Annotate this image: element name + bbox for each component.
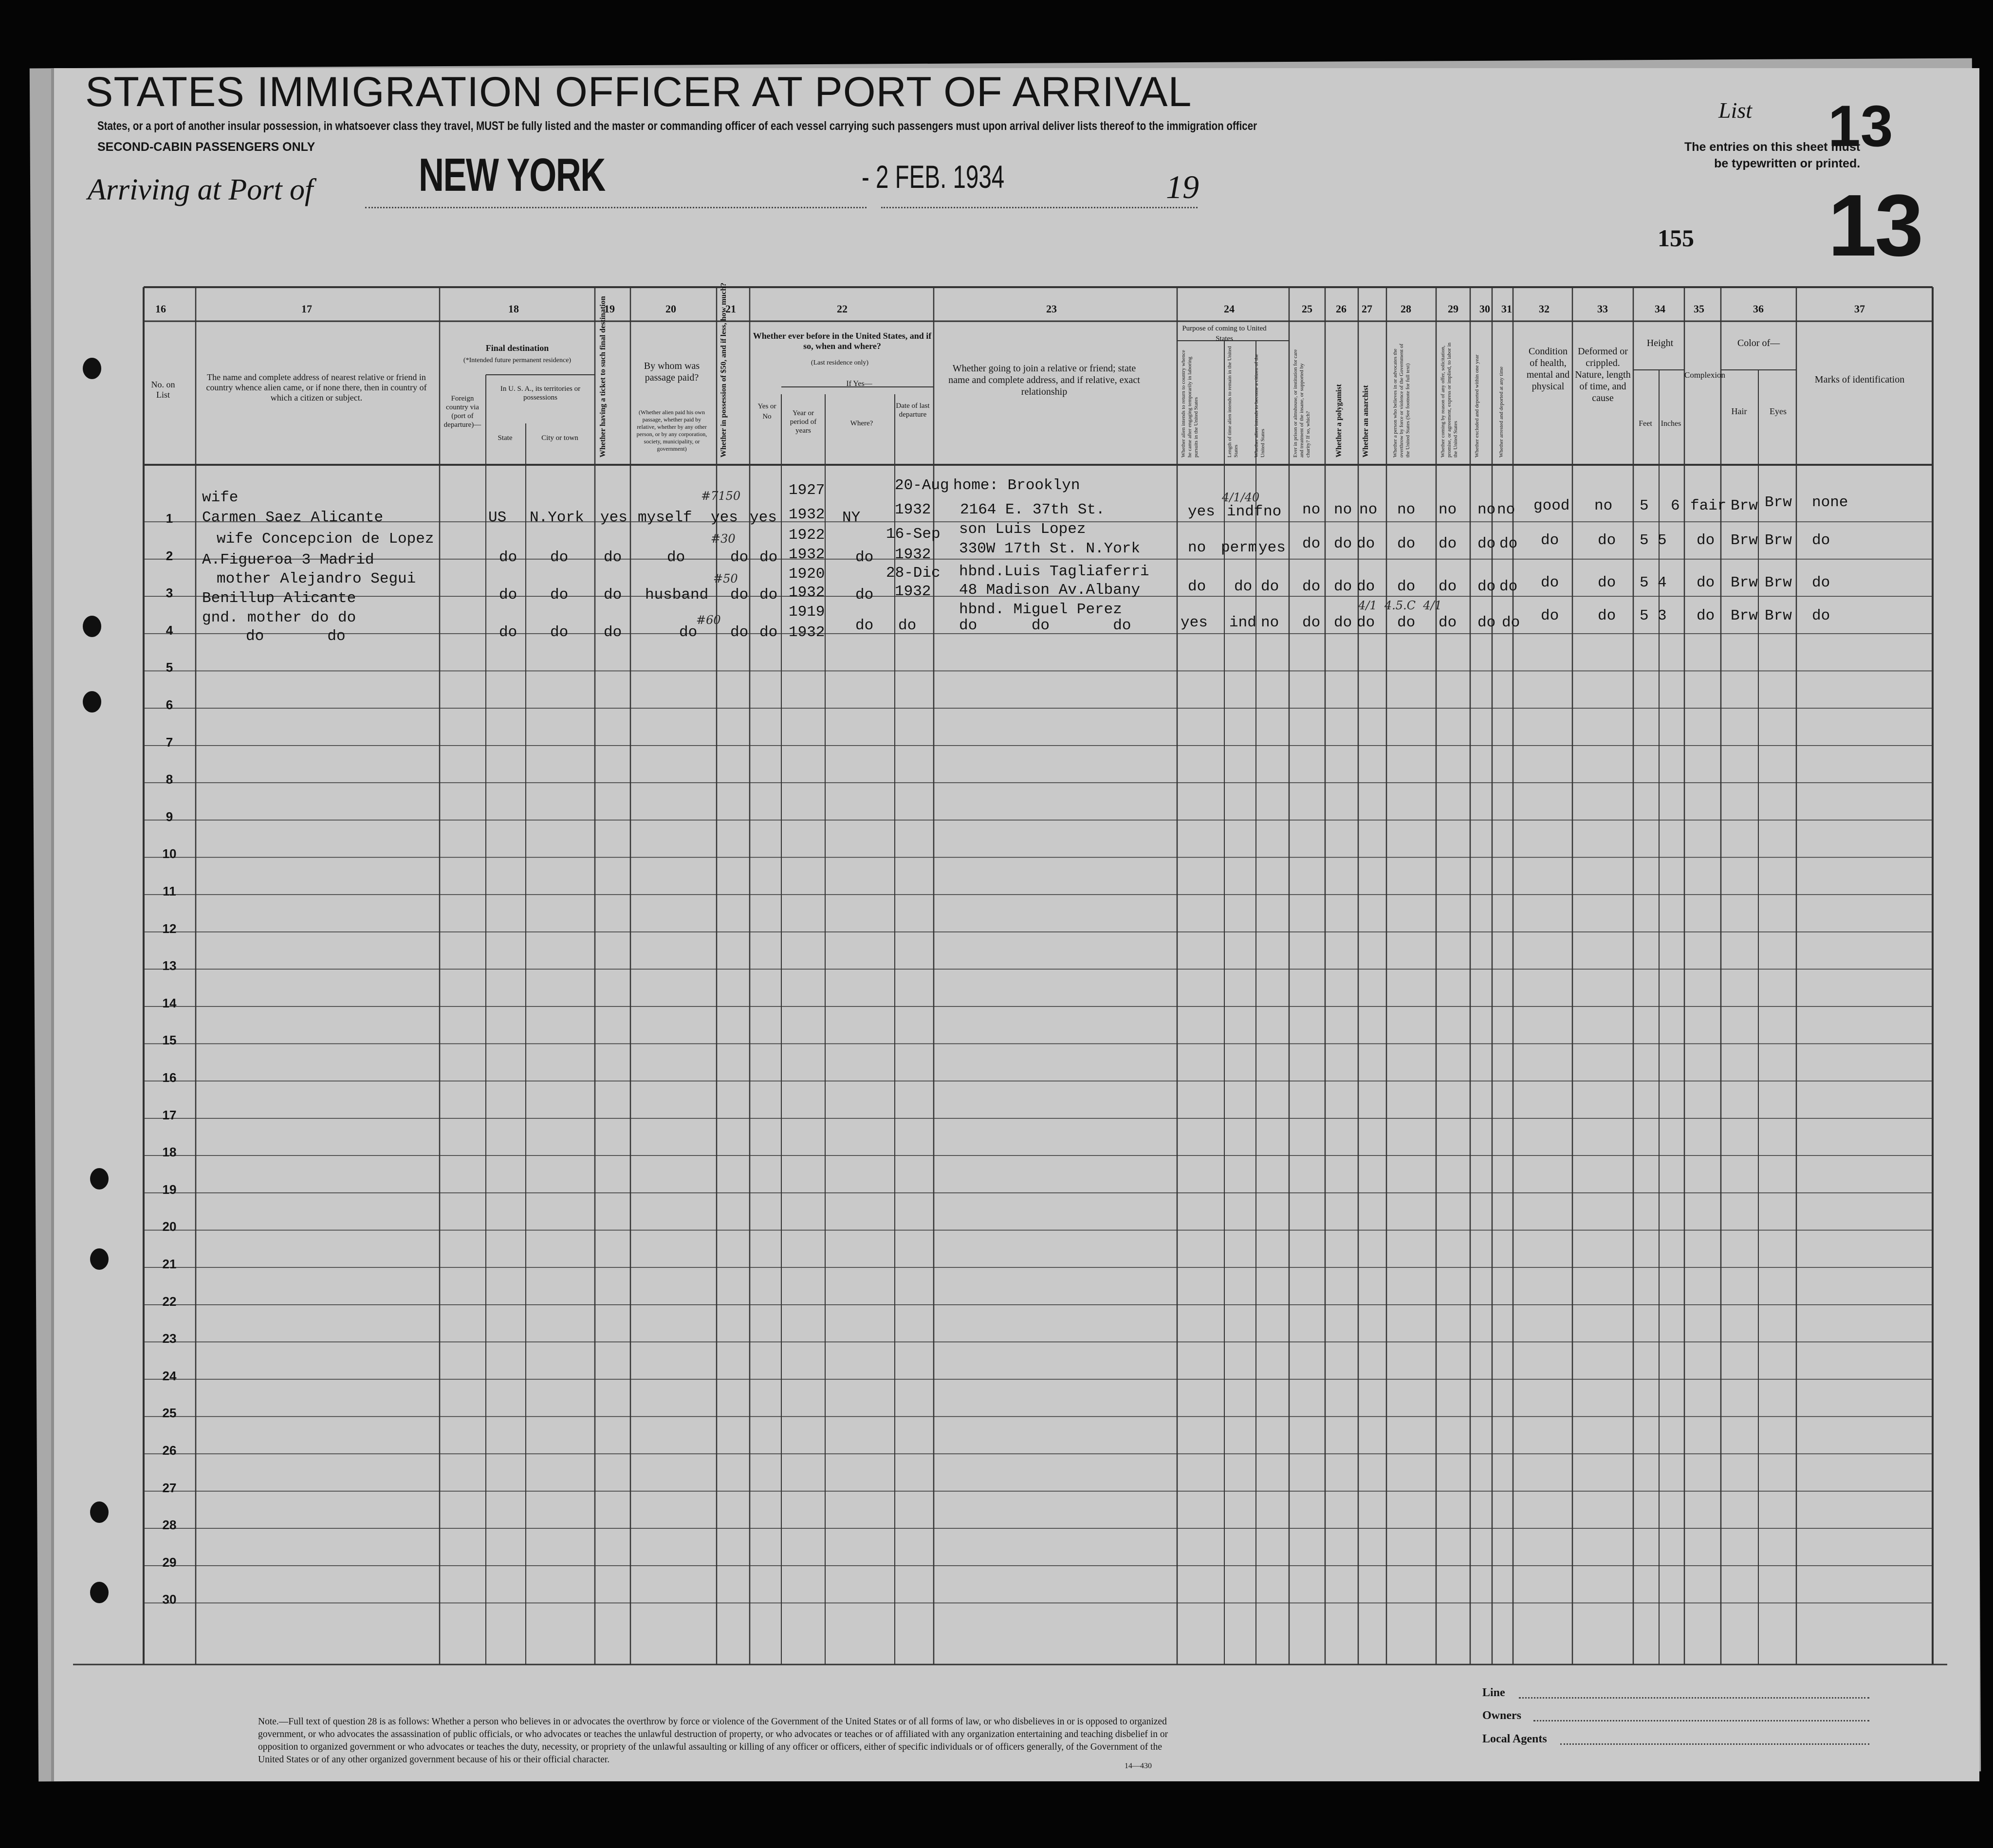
entry-2-where: do <box>855 549 874 566</box>
row-number: 14 <box>162 995 177 1010</box>
entry-2-hair: Brw <box>1731 532 1758 549</box>
entry-1-date2: 1932 <box>895 501 931 518</box>
header-excluded: Whether excluded and deported within one year <box>1474 354 1480 457</box>
header-usa: In U. S. A., its territories or possessions <box>500 385 581 402</box>
entry-2-joining2: 330W 17th St. N.York <box>959 540 1141 557</box>
header-overthrow: Whether a person who believes in or advocates the overthrow by force or violence of the Government of the United States (See footnote for full text) <box>1392 344 1411 457</box>
signature-line-field[interactable] <box>1519 1697 1869 1699</box>
entry-2-overthrow: do <box>1397 535 1416 552</box>
header-if-yes: If Yes— <box>846 380 872 388</box>
entry-1-money: yes <box>711 509 738 526</box>
instruction-line: States, or a port of another insular possession, in whatsoever class they travel, MUST be fully listed and the master or commanding officer of each vessel carrying such passengers must upon arrival deliver lists thereof to the immigration officer <box>97 119 1257 133</box>
entry-1-polygamist: no <box>1334 501 1352 518</box>
column-number: 21 <box>725 303 736 315</box>
entry-1-hair: Brw <box>1731 497 1758 514</box>
entry-2-date2: 1932 <box>895 546 931 563</box>
row-number: 27 <box>162 1480 177 1495</box>
entry-3-money-handwritten: #50 <box>713 572 738 586</box>
entry-3-relative-line1: mother Alejandro Segui <box>217 570 416 587</box>
column-number: 25 <box>1302 303 1312 315</box>
header-year: Year or period of years <box>790 409 817 435</box>
header-final-destination-sub: (*Intended future permanent residence) <box>463 357 572 364</box>
entry-1-money-handwritten: #7150 <box>701 489 741 503</box>
entry-2-prison: do <box>1302 535 1321 552</box>
entry-3-where: do <box>855 586 874 604</box>
entry-3-offer: do <box>1439 578 1457 595</box>
entry-3-hair: Brw <box>1731 574 1758 591</box>
header-marks: Marks of identification <box>1814 374 1905 385</box>
entry-4-purpose-citizen: no <box>1261 614 1279 631</box>
header-city: City or town <box>541 434 578 442</box>
entry-2-ticket: do <box>604 549 622 566</box>
entry-3-money: do <box>730 586 749 604</box>
row-number: 25 <box>162 1406 177 1421</box>
header-health: Condition of health, mental and physical <box>1526 346 1570 392</box>
column-number: 17 <box>301 303 312 315</box>
page-title: STATES IMMIGRATION OFFICER AT PORT OF ARRIVAL <box>85 69 1192 115</box>
entry-2-purpose-length: perm <box>1221 539 1257 556</box>
column-number: 19 <box>604 303 615 315</box>
entry-3-year1: 1920 <box>789 566 825 583</box>
entry-1-relative-line2: Carmen Saez Alicante <box>202 509 384 526</box>
entry-2-joining1: son Luis Lopez <box>959 521 1086 538</box>
entry-3-overthrow: do <box>1397 578 1416 595</box>
entry-4-money: do <box>730 624 749 641</box>
entry-2-arrested: do <box>1499 535 1518 552</box>
entry-2-inches: 5 <box>1658 532 1667 549</box>
row-number: 26 <box>162 1443 177 1458</box>
header-passage-paid-sub: (Whether alien paid his own passage, whether paid by relative, whether by any other person, or by any corporation, society, municipality, or government) <box>636 409 707 452</box>
entry-4-year1: 1919 <box>789 604 825 621</box>
signature-agents-label: Local Agents <box>1482 1733 1547 1745</box>
row-number: 10 <box>162 846 177 861</box>
row-number: 29 <box>162 1555 177 1570</box>
entry-2-health: do <box>1541 532 1559 549</box>
entry-3-year2: 1932 <box>789 584 825 601</box>
header-purpose-citizen: Whether alien intends to become a citizen of the United States <box>1254 354 1266 457</box>
column-number: 34 <box>1655 303 1665 315</box>
header-joining: Whether going to join a relative or friend; state name and complete address, and if relative, exact relationship <box>948 363 1140 397</box>
row-number: 22 <box>162 1294 177 1309</box>
entry-3-joining1: hbnd.Luis Tagliaferri <box>959 563 1149 580</box>
entry-1-relative-line1: wife <box>202 489 239 506</box>
column-number: 33 <box>1597 303 1608 315</box>
row-number: 12 <box>162 921 177 936</box>
column-number: 20 <box>665 303 676 315</box>
entry-2-state: do <box>499 549 517 566</box>
row-number: 15 <box>162 1033 177 1048</box>
signature-owners-field[interactable] <box>1533 1720 1869 1721</box>
entry-4-relative-line2: do do <box>246 628 346 645</box>
entry-1-where: NY <box>842 509 861 526</box>
header-departure-date: Date of last departure <box>896 402 930 419</box>
signature-line-label: Line <box>1482 1686 1505 1699</box>
row-number: 6 <box>166 697 173 712</box>
column-number: 37 <box>1854 303 1865 315</box>
list-label: List <box>1718 98 1753 123</box>
entry-2-anarchist: do <box>1357 535 1375 552</box>
header-eyes: Eyes <box>1770 406 1787 416</box>
entry-3-paid-by: husband <box>645 586 709 604</box>
list-number: 13 <box>1828 93 1893 159</box>
row-number: 24 <box>162 1368 177 1383</box>
year-prefix: 19 <box>1166 168 1199 205</box>
entry-4-before: do <box>759 624 778 641</box>
entry-4-state: do <box>499 624 517 641</box>
entry-4-ticket: do <box>604 624 622 641</box>
entry-2-paid-by: do <box>667 549 685 566</box>
entry-3-anarchist: do <box>1357 578 1375 595</box>
entry-4-hair: Brw <box>1731 607 1758 624</box>
row-number: 16 <box>162 1070 177 1085</box>
header-purpose: Purpose of coming to United States <box>1182 325 1267 343</box>
entry-2-eyes: Brw <box>1765 532 1792 549</box>
header-purpose-return: Whether alien intends to return to country whence he came after engaging temporarily in laboring pursuits in the United States <box>1181 350 1199 457</box>
entry-2-relative-line2: A.Figueroa 3 Madrid <box>202 551 374 568</box>
header-complexion: Complexion <box>1684 370 1726 380</box>
entry-4-offer: do <box>1439 614 1457 631</box>
entry-4-relative-line1: gnd. mother do do <box>202 609 356 626</box>
entry-1-purpose-handwritten: 4/1/40 <box>1222 491 1260 504</box>
entry-1-complexion: fair <box>1690 497 1727 514</box>
column-number: 26 <box>1336 303 1347 315</box>
entry-1-paid-by: myself <box>638 509 692 526</box>
header-no-on-list: No. on List <box>151 380 175 400</box>
entry-1-eyes: Brw <box>1765 494 1792 511</box>
header-hair: Hair <box>1731 406 1747 416</box>
entry-4-complexion: do <box>1697 607 1715 624</box>
number-155: 155 <box>1658 224 1694 252</box>
entry-1-year2: 1932 <box>789 506 825 523</box>
header-passage-paid: By whom was passage paid? <box>644 361 700 383</box>
row-number: 17 <box>162 1107 177 1122</box>
entry-1-offer: no <box>1439 501 1457 518</box>
column-number: 29 <box>1448 303 1458 315</box>
entry-4-joining2: do do do <box>959 617 1131 634</box>
entry-3-state: do <box>499 586 517 604</box>
entry-1-prison: no <box>1302 501 1321 518</box>
column-number: 30 <box>1479 303 1490 315</box>
header-foreign-country: Foreign country via (port of departure)— <box>443 395 481 429</box>
entry-3-city: do <box>550 586 569 604</box>
entry-2-before: do <box>759 549 778 566</box>
header-nearest-relative: The name and complete address of nearest relative or friend in country whence alien came, or if none there, then in country of which a citizen or subject. <box>206 372 427 403</box>
entry-2-feet: 5 <box>1640 532 1649 549</box>
row-number: 19 <box>162 1182 177 1197</box>
entry-1-date1: 20-Aug <box>895 477 949 494</box>
column-number: 24 <box>1224 303 1235 315</box>
entry-2-city: do <box>550 549 569 566</box>
header-polygamist: Whether a polygamist <box>1335 384 1343 457</box>
entry-3-complexion: do <box>1697 574 1715 591</box>
entry-2-year2: 1932 <box>789 546 825 563</box>
entry-4-offer-handwritten: 4/1 4.5.C 4/1 <box>1358 599 1442 612</box>
list-note-line2: be typewritten or printed. <box>1714 157 1861 170</box>
entry-4-excluded: do <box>1477 614 1496 631</box>
header-state: State <box>498 434 513 442</box>
entry-3-polygamist: do <box>1334 578 1352 595</box>
entry-3-arrested: do <box>1499 578 1518 595</box>
entry-2-marks: do <box>1812 532 1830 549</box>
header-anarchist: Whether an anarchist <box>1362 385 1370 457</box>
entry-2-purpose-return: no <box>1188 539 1206 556</box>
entry-4-year2: 1932 <box>789 624 825 641</box>
signature-owners-label: Owners <box>1482 1709 1521 1722</box>
header-offer: Whether coming by reason of any offer, solicitation, promise, or agreement, express or implied, to labor in the United States <box>1440 342 1458 457</box>
entry-1-state: US <box>488 509 507 526</box>
column-number: 28 <box>1401 303 1411 315</box>
entry-1-arrested: no <box>1497 501 1515 518</box>
port-of-arrival: NEW YORK <box>419 149 605 201</box>
arriving-label: Arriving at Port of <box>88 173 314 206</box>
header-prison: Ever in prison or almshouse, or institution for care and treatment of the insane, or supported by charity? If so, which? <box>1292 349 1311 457</box>
sheet-number: 13 <box>1828 177 1922 274</box>
header-height: Height <box>1646 338 1674 348</box>
header-arrested: Whether arrested and deported at any time <box>1498 366 1504 457</box>
entry-4-money-handwritten: #60 <box>696 613 721 627</box>
entry-3-purpose-return: do <box>1188 578 1206 595</box>
entry-2-deformed: do <box>1598 532 1616 549</box>
column-number: 23 <box>1046 303 1057 315</box>
header-inches: Inches <box>1661 420 1681 428</box>
column-number: 32 <box>1539 303 1550 315</box>
entry-2-complexion: do <box>1697 532 1715 549</box>
entry-1-anarchist: no <box>1359 501 1378 518</box>
entry-4-overthrow: do <box>1397 614 1416 631</box>
column-number: 18 <box>508 303 519 315</box>
entry-1-before: yes <box>750 509 777 526</box>
entry-1-city: N.York <box>530 509 584 526</box>
entry-4-where: do <box>855 617 874 634</box>
entry-1-marks: none <box>1812 494 1848 511</box>
header-color: Color of— <box>1737 338 1780 348</box>
entry-3-before: do <box>759 586 778 604</box>
entry-4-purpose-return: yes <box>1181 614 1208 631</box>
header-feet: Feet <box>1639 420 1652 428</box>
row-number: 28 <box>162 1518 177 1533</box>
entry-1-deformed: no <box>1594 497 1613 514</box>
entry-2-year1: 1922 <box>789 527 825 544</box>
entry-2-purpose-citizen: yes <box>1258 539 1286 556</box>
entry-4-purpose-length: ind <box>1229 614 1256 631</box>
entry-3-inches: 4 <box>1658 574 1667 591</box>
entry-1-feet: 5 <box>1640 497 1649 514</box>
entry-1-ticket: yes <box>600 509 627 526</box>
column-number: 27 <box>1362 303 1372 315</box>
entry-3-marks: do <box>1812 574 1830 591</box>
row-number: 5 <box>166 660 173 675</box>
row-number: 18 <box>162 1145 177 1160</box>
entry-2-excluded: do <box>1477 535 1496 552</box>
entry-3-ticket: do <box>604 586 622 604</box>
header-where: Where? <box>850 420 873 427</box>
entry-4-arrested: do <box>1502 614 1520 631</box>
entry-3-feet: 5 <box>1640 574 1649 591</box>
entry-1-purpose-citizen: no <box>1263 503 1282 520</box>
entry-1-overthrow: no <box>1397 501 1416 518</box>
row-number: 7 <box>166 734 173 750</box>
column-number: 22 <box>837 303 848 315</box>
entry-2-polygamist: do <box>1334 535 1352 552</box>
entry-2-money-handwritten: #30 <box>711 532 736 546</box>
header-final-destination: Final destination <box>485 343 549 353</box>
entry-4-city: do <box>550 624 569 641</box>
entry-4-deformed: do <box>1598 607 1616 624</box>
header-deformed: Deformed or crippled. Nature, length of time, and cause <box>1575 346 1631 403</box>
entry-4-health: do <box>1541 607 1559 624</box>
row-number: 9 <box>166 809 173 824</box>
header-purpose-length: Length of time alien intends to remain in the United States <box>1227 346 1239 457</box>
arrival-date-stamp: - 2 FEB. 1934 <box>862 159 1005 195</box>
header-yes-or-no: Yes or No <box>757 403 776 421</box>
entry-3-date1: 28-Dic <box>886 565 941 582</box>
entry-4-anarchist: do <box>1357 614 1375 631</box>
second-cabin-label: SECOND-CABIN PASSENGERS ONLY <box>97 140 315 154</box>
entry-2-money: do <box>730 549 749 566</box>
column-number: 36 <box>1753 303 1764 315</box>
entry-4-prison: do <box>1302 614 1321 631</box>
column-number: 35 <box>1694 303 1704 315</box>
entry-1-health: good <box>1533 497 1570 514</box>
entry-2-date1: 16-Sep <box>886 526 941 543</box>
entry-3-joining2: 48 Madison Av.Albany <box>959 582 1141 599</box>
row-number: 13 <box>162 958 177 973</box>
row-number: 3 <box>166 586 173 601</box>
entry-4-inches: 3 <box>1658 607 1667 624</box>
header-last-residence: (Last residence only) <box>811 359 869 366</box>
footnote: Note.—Full text of question 28 is as follows: Whether a person who believes in or advocates the overthrow by force or violence of the Government of the United States or of all forms of law, or who disbelieves in or is opposed to organized government, or who advocates the assassination of public officials, or who advocates or teaches the unlawful destruction of property, or who advocates or teaches or of affiliated with any organization entertaining and teaching disbelief in or opposition to organized government or who advocates or teaches the duty, necessity, or propriety of the unlawful assaulting or killing of any officer or officers, either of specific individuals or of officers generally, of the Government of the United States or of any other organized government because of his or their official character. <box>258 1717 1168 1765</box>
row-number: 1 <box>166 511 173 526</box>
row-number: 4 <box>166 622 173 638</box>
entry-3-date2: 1932 <box>895 583 931 600</box>
entry-3-excluded: do <box>1477 578 1496 595</box>
row-number: 30 <box>162 1592 177 1607</box>
entry-2-relative-line1: wife Concepcion de Lopez <box>217 531 434 548</box>
entry-4-joining1: hbnd. Miguel Perez <box>959 601 1122 618</box>
entry-1-year1: 1927 <box>789 482 825 499</box>
entry-4-date2: do <box>898 617 917 634</box>
signature-agents-field[interactable] <box>1560 1743 1869 1745</box>
column-number: 31 <box>1501 303 1512 315</box>
row-number: 11 <box>163 884 176 898</box>
header-before-in-us: Whether ever before in the United States, and if so, when and where? <box>753 331 932 351</box>
row-number: 8 <box>166 772 173 787</box>
entry-3-health: do <box>1541 574 1559 591</box>
row-number: 21 <box>162 1257 177 1271</box>
entry-3-purpose-length: do <box>1234 578 1253 595</box>
column-number: 16 <box>155 303 166 315</box>
entry-4-feet: 5 <box>1640 607 1649 624</box>
header-ticket: Whether having a ticket to such final destination <box>599 296 607 457</box>
entry-1-purpose-length: indf <box>1227 503 1263 520</box>
entry-2-offer: do <box>1439 535 1457 552</box>
entry-3-deformed: do <box>1598 574 1616 591</box>
entry-3-eyes: Brw <box>1765 574 1792 591</box>
row-number: 2 <box>166 548 173 563</box>
row-number: 23 <box>162 1331 177 1346</box>
entry-1-joining2: 2164 E. 37th St. <box>960 501 1105 518</box>
entry-3-purpose-citizen: do <box>1261 578 1279 595</box>
header-money: Whether in possession of $50, and if less, how much? <box>720 282 728 457</box>
entry-1-inches: 6 <box>1671 497 1680 514</box>
row-number: 20 <box>162 1219 177 1234</box>
form-number: 14—430 <box>1125 1762 1152 1770</box>
entry-4-paid-by: do <box>679 624 698 641</box>
entry-3-prison: do <box>1302 578 1321 595</box>
entry-1-joining1: home: Brooklyn <box>953 477 1080 494</box>
entry-3-relative-line2: Benillup Alicante <box>202 590 356 607</box>
entry-1-purpose-return: yes <box>1188 503 1215 520</box>
entry-4-marks: do <box>1812 607 1830 624</box>
list-note-line1: The entries on this sheet must <box>1684 140 1861 154</box>
entry-4-eyes: Brw <box>1765 607 1792 624</box>
entry-4-polygamist: do <box>1334 614 1352 631</box>
entry-1-excluded: no <box>1477 501 1496 518</box>
